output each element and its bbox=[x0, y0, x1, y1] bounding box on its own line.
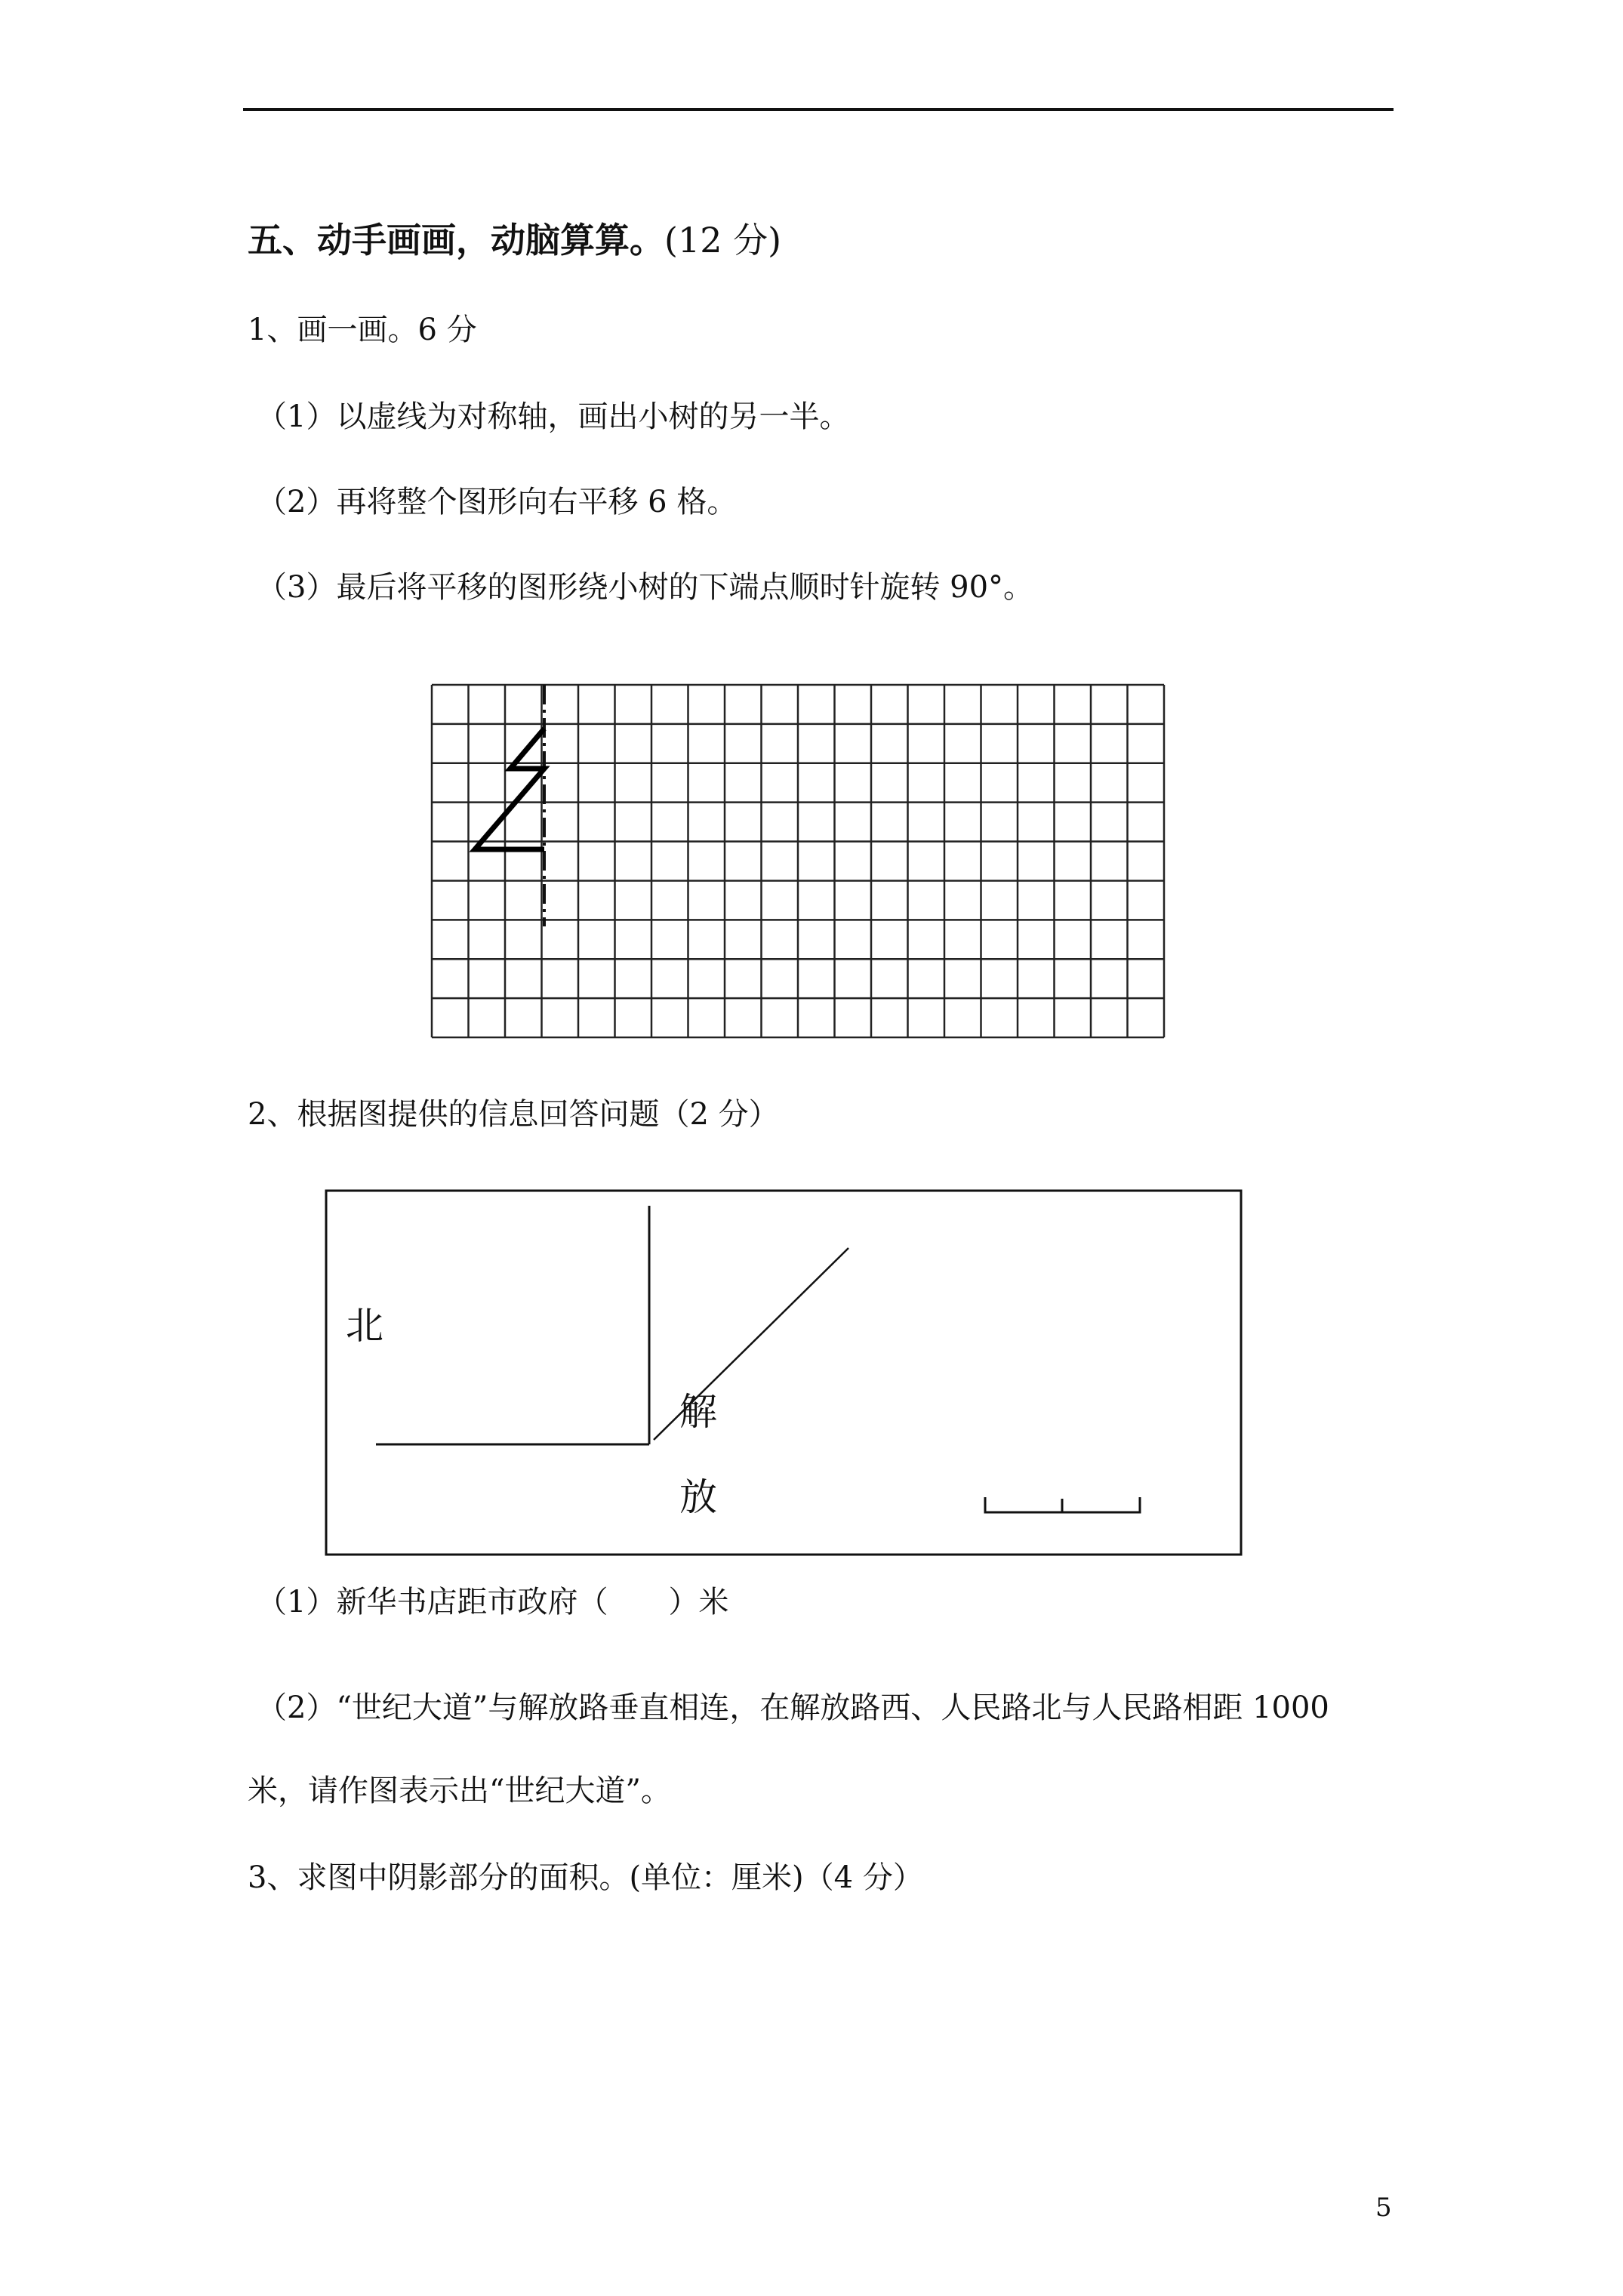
q1-step-2: （2）再将整个图形向右平移 6 格。 bbox=[257, 485, 738, 519]
q2-sub-2-line-1: （2）“世纪大道”与解放路垂直相连，在解放路西、人民路北与人民路相距 1000 bbox=[257, 1690, 1329, 1725]
road-map-figure bbox=[325, 1189, 1246, 1559]
header-rule bbox=[243, 108, 1394, 111]
q2-sub-2-line-2: 米，请作图表示出“世纪大道”。 bbox=[248, 1774, 671, 1808]
q2-title: 2、根据图提供的信息回答问题（2 分） bbox=[248, 1097, 779, 1132]
scale-bar bbox=[985, 1497, 1140, 1512]
page-number: 5 bbox=[1375, 2193, 1392, 2223]
tree-grid-figure bbox=[430, 683, 1178, 1046]
q2-sub-1: （1）新华书店距市政府（ ）米 bbox=[257, 1585, 729, 1620]
q3-title: 3、求图中阴影部分的面积。(单位：厘米)（4 分） bbox=[248, 1860, 923, 1895]
half-tree-outline bbox=[475, 729, 544, 849]
road-label-fang: 放 bbox=[679, 1475, 717, 1519]
section-score: (12 分) bbox=[664, 220, 782, 260]
grid-lines bbox=[432, 685, 1164, 1037]
q1-step-1: （1）以虚线为对称轴，画出小树的另一半。 bbox=[257, 399, 850, 434]
section-heading bbox=[248, 213, 781, 263]
section-title: 五、动手画画，动脑算算。 bbox=[248, 220, 664, 260]
q1-title: 1、画一画。6 分 bbox=[248, 313, 477, 347]
q1-step-3: （3）最后将平移的图形绕小树的下端点顺时针旋转 90°。 bbox=[257, 570, 1034, 605]
map-frame bbox=[326, 1191, 1241, 1555]
road-label-jie: 解 bbox=[679, 1390, 717, 1434]
north-label: 北 bbox=[346, 1304, 383, 1348]
